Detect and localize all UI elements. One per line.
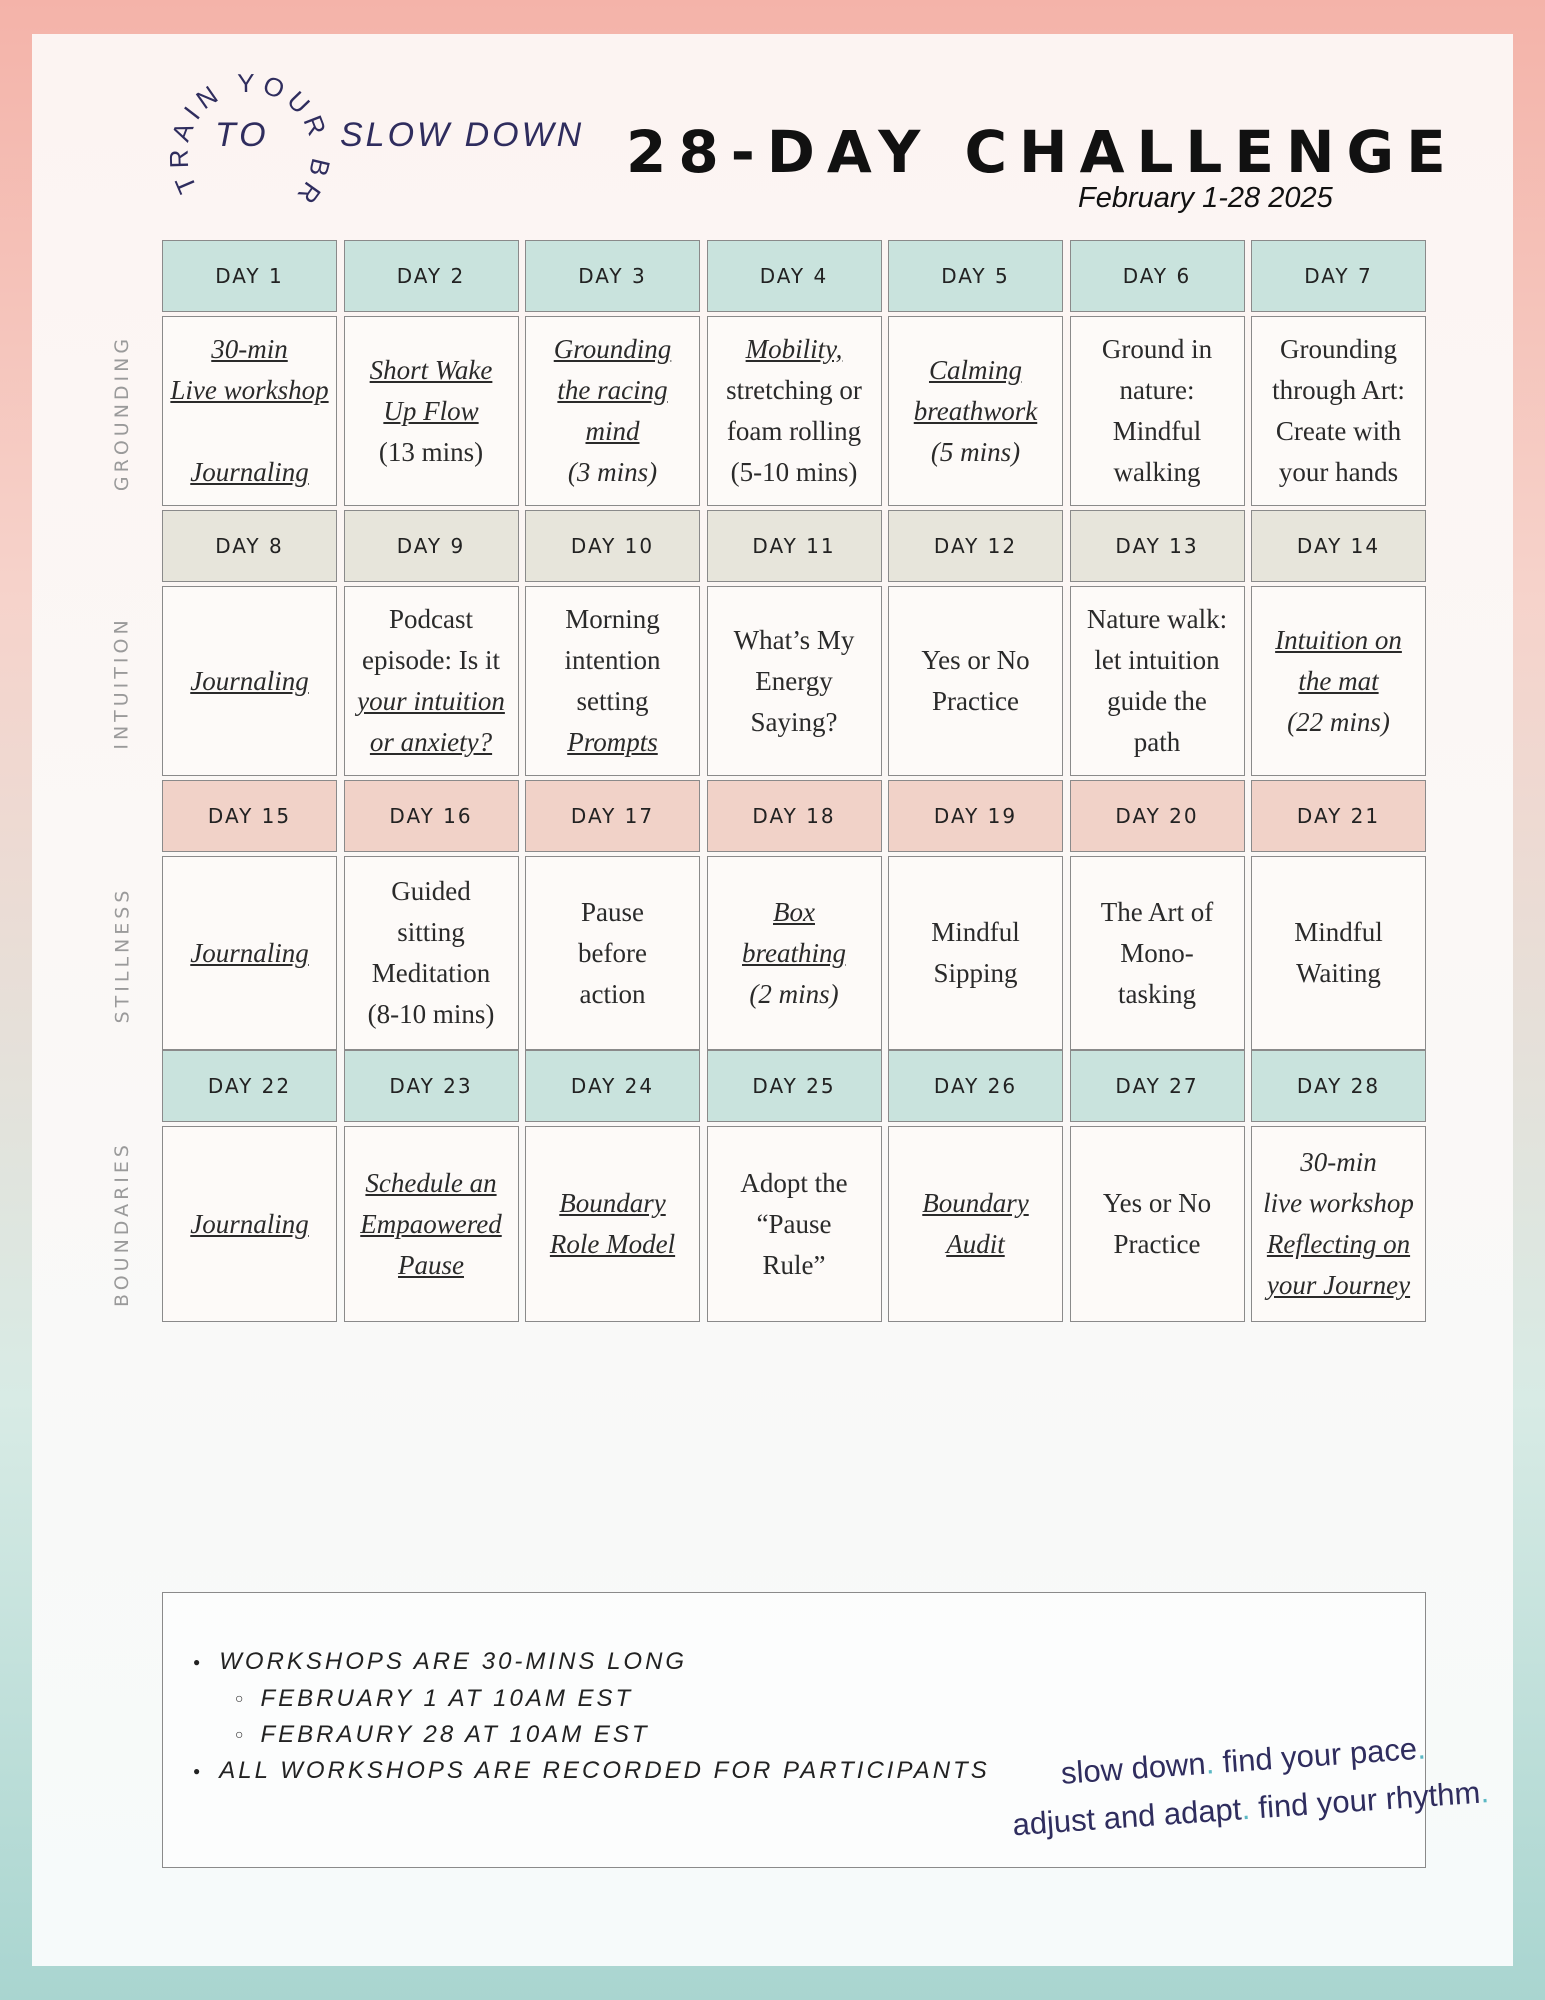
day-header: DAY 7 [1251, 240, 1426, 312]
day-header: DAY 10 [525, 510, 700, 582]
tagline-find-rhythm: find your rhythm [1257, 1774, 1482, 1826]
activity-cell [888, 316, 1063, 506]
logo-slow-down: SLOW DOWN [340, 116, 585, 154]
activity-link[interactable]: Mobility, [745, 334, 843, 364]
activity-text: Meditation [371, 958, 491, 988]
activity-text: setting [576, 686, 649, 716]
list-item: ○ FEBRAURY 28 AT 10AM EST [193, 1718, 990, 1754]
activity-text: Practice [1113, 1229, 1201, 1259]
activity-text: (22 mins) [1287, 706, 1390, 737]
activity-text: Ground in [1101, 334, 1213, 364]
activity-text: (3 mins) [567, 457, 658, 487]
activity-link[interactable]: Role Model [549, 1229, 676, 1259]
page-subtitle: February 1-28 2025 [1078, 182, 1333, 214]
day-header: DAY 5 [888, 240, 1063, 312]
activity-text: Mono- [1120, 937, 1194, 968]
day-header: DAY 18 [707, 780, 882, 852]
activity-text: (5-10 mins) [730, 457, 858, 487]
activity-text: Waiting [1296, 958, 1381, 988]
day-header: DAY 17 [525, 780, 700, 852]
activity-text: stretching or [726, 375, 862, 405]
activity-cell [162, 856, 337, 1050]
day-header: DAY 8 [162, 510, 337, 582]
activity-cell [888, 586, 1063, 776]
activity-cell [1251, 1126, 1426, 1322]
page-title: 28-DAY CHALLENGE [626, 118, 1458, 186]
activity-text: Morning [565, 604, 660, 634]
activity-text: Yes or No [1102, 1188, 1212, 1218]
activity-link[interactable]: Empaowered [360, 1208, 502, 1239]
day-header: DAY 14 [1251, 510, 1426, 582]
activity-row [162, 856, 1426, 1050]
section-stillness [111, 780, 1426, 1050]
day-header-row [162, 240, 1426, 312]
activity-text: path [1133, 727, 1181, 757]
activity-link[interactable]: or anxiety? [369, 727, 493, 757]
day-header: DAY 4 [707, 240, 882, 312]
activity-text: nature: [1119, 375, 1195, 405]
tagline-adjust-adapt: adjust and adapt [1011, 1791, 1243, 1840]
activity-text: Create with [1275, 416, 1402, 446]
activity-link[interactable]: Pause [398, 1249, 464, 1280]
activity-cell [162, 316, 337, 506]
svg-text:adjust and adapt. find your rh: adjust and adapt. find your rhythm. [1011, 1774, 1490, 1840]
activity-link[interactable]: Journaling [190, 665, 309, 696]
activity-text: through Art: [1272, 375, 1405, 405]
activity-row [162, 586, 1426, 776]
section-label: INTUITION [111, 616, 133, 750]
activity-text: Nature walk: [1086, 604, 1228, 634]
activity-cell [1070, 316, 1245, 506]
activity-link[interactable]: mind [585, 416, 640, 446]
activity-link[interactable]: Boundary [559, 1188, 666, 1218]
activity-text: Practice [932, 686, 1019, 716]
activity-link[interactable]: the mat [1298, 665, 1379, 696]
notes-list [193, 1645, 990, 1791]
activity-cell [707, 586, 882, 776]
day-header: DAY 2 [344, 240, 519, 312]
activity-link[interactable]: Boundary [922, 1188, 1029, 1218]
activity-text: before [578, 937, 647, 968]
activity-link[interactable]: Calming [928, 354, 1022, 385]
activity-row [162, 1126, 1426, 1322]
activity-text: (2 mins) [749, 978, 839, 1009]
activity-text: your hands [1278, 457, 1399, 487]
activity-text: “Pause [756, 1208, 832, 1239]
activity-cell [525, 856, 700, 1050]
day-header: DAY 3 [525, 240, 700, 312]
activity-text: walking [1113, 457, 1201, 487]
day-header: DAY 13 [1070, 510, 1245, 582]
activity-link[interactable]: Up Flow [383, 395, 479, 426]
activity-cell [1251, 586, 1426, 776]
activity-link[interactable]: Grounding [553, 334, 672, 364]
activity-cell [525, 586, 700, 776]
activity-cell [525, 1126, 700, 1322]
day-header-row [162, 780, 1426, 852]
activity-cell [1251, 856, 1426, 1050]
section-label: GROUNDING [111, 334, 134, 492]
day-header: DAY 22 [162, 1050, 337, 1122]
day-header: DAY 6 [1070, 240, 1245, 312]
section-label: STILLNESS [111, 886, 133, 1024]
day-header: DAY 1 [162, 240, 337, 312]
activity-link[interactable]: Box [773, 896, 815, 927]
logo-arc-text: T AIN YOUR BR [168, 67, 337, 215]
activity-link[interactable]: Intuition on [1275, 624, 1402, 655]
activity-text: Grounding [1280, 334, 1397, 364]
activity-link[interactable]: Journaling [190, 1208, 309, 1239]
day-header: DAY 12 [888, 510, 1063, 582]
activity-text: let intuition [1094, 645, 1220, 675]
activity-text: Guided [391, 876, 471, 906]
list-item: ● WORKSHOPS ARE 30-MINS LONG [193, 1645, 990, 1682]
activity-cell [707, 316, 882, 506]
activity-text: 30-min [1300, 1147, 1377, 1177]
activity-cell [344, 856, 519, 1050]
activity-cell [162, 586, 337, 776]
activity-link[interactable]: your intuition [357, 686, 505, 716]
activity-cell [344, 586, 519, 776]
day-header: DAY 9 [344, 510, 519, 582]
activity-cell [525, 316, 700, 506]
activity-cell [1070, 586, 1245, 776]
logo-to: TO [215, 116, 270, 154]
day-header: DAY 19 [888, 780, 1063, 852]
activity-link[interactable]: Journaling [190, 457, 309, 487]
activity-row [162, 316, 1426, 506]
activity-cell [1251, 316, 1426, 506]
activity-text: (5 mins) [930, 436, 1021, 467]
activity-text: Yes or No [921, 645, 1030, 675]
activity-cell [707, 1126, 882, 1322]
activity-text: Pause [580, 896, 644, 927]
tagline [1000, 1720, 1520, 1840]
activity-link[interactable]: breathing [742, 937, 846, 968]
list-item: ○ FEBRUARY 1 AT 10AM EST [193, 1682, 990, 1718]
activity-cell [344, 316, 519, 506]
challenge-grid [111, 240, 1426, 1326]
activity-cell [344, 1126, 519, 1322]
activity-text: Mindful [1294, 917, 1383, 947]
day-header: DAY 20 [1070, 780, 1245, 852]
activity-link[interactable]: Schedule an [365, 1167, 497, 1198]
day-header: DAY 25 [707, 1050, 882, 1122]
activity-cell [162, 1126, 337, 1322]
day-header: DAY 28 [1251, 1050, 1426, 1122]
activity-text: Saying? [750, 706, 838, 737]
activity-text: intention [564, 645, 661, 675]
activity-text: guide the [1107, 686, 1207, 716]
activity-cell [888, 856, 1063, 1050]
activity-link[interactable]: Reflecting on [1266, 1229, 1411, 1259]
activity-cell [1070, 856, 1245, 1050]
activity-text: Adopt the [740, 1167, 848, 1198]
tagline-find-pace: find your pace [1221, 1731, 1419, 1780]
activity-link[interactable]: Short Wake [369, 354, 493, 385]
day-header: DAY 16 [344, 780, 519, 852]
activity-text: The Art of [1100, 896, 1214, 927]
activity-text: sitting [397, 917, 465, 947]
activity-link[interactable]: the racing [557, 375, 668, 405]
list-item: ● ALL WORKSHOPS ARE RECORDED FOR PARTICIPANTS [193, 1754, 990, 1791]
activity-text: episode: Is it [362, 645, 500, 675]
day-header: DAY 11 [707, 510, 882, 582]
day-header: DAY 26 [888, 1050, 1063, 1122]
day-header: DAY 15 [162, 780, 337, 852]
activity-link[interactable]: Prompts [567, 727, 658, 757]
day-header-row [162, 510, 1426, 582]
day-header: DAY 27 [1070, 1050, 1245, 1122]
section-label: BOUNDARIES [111, 1141, 134, 1307]
activity-text: action [579, 978, 646, 1009]
activity-link[interactable]: Audit [946, 1229, 1005, 1259]
activity-link[interactable]: Journaling [190, 937, 309, 968]
svg-text:slow down. find your pace.: slow down. find your pace. [1059, 1730, 1427, 1791]
activity-text: Rule” [762, 1249, 826, 1280]
activity-text: foam rolling [726, 416, 862, 446]
activity-text: (13 mins) [378, 436, 484, 467]
activity-text: Sipping [933, 958, 1018, 988]
activity-text: Mindful [931, 917, 1020, 947]
section-grounding [111, 240, 1426, 506]
activity-link[interactable]: breathwork [913, 395, 1038, 426]
activity-cell [888, 1126, 1063, 1322]
section-boundaries [111, 1050, 1426, 1322]
activity-text: Mindful [1112, 416, 1202, 446]
activity-text: What’s My [733, 624, 855, 655]
activity-link[interactable]: Live workshop [170, 375, 329, 405]
activity-cell [1070, 1126, 1245, 1322]
activity-cell [707, 856, 882, 1050]
activity-link[interactable]: 30-min [211, 334, 288, 364]
activity-text: tasking [1117, 978, 1196, 1009]
activity-text: live workshop [1263, 1188, 1414, 1218]
activity-text: (8-10 mins) [367, 999, 495, 1029]
activity-link[interactable]: your Journey [1266, 1270, 1411, 1300]
day-header: DAY 21 [1251, 780, 1426, 852]
day-header-row [162, 1050, 1426, 1122]
day-header: DAY 24 [525, 1050, 700, 1122]
day-header: DAY 23 [344, 1050, 519, 1122]
tagline-slow-down: slow down [1059, 1745, 1207, 1791]
activity-text: Energy [755, 665, 833, 696]
activity-text: Podcast [389, 604, 473, 634]
section-intuition [111, 510, 1426, 776]
